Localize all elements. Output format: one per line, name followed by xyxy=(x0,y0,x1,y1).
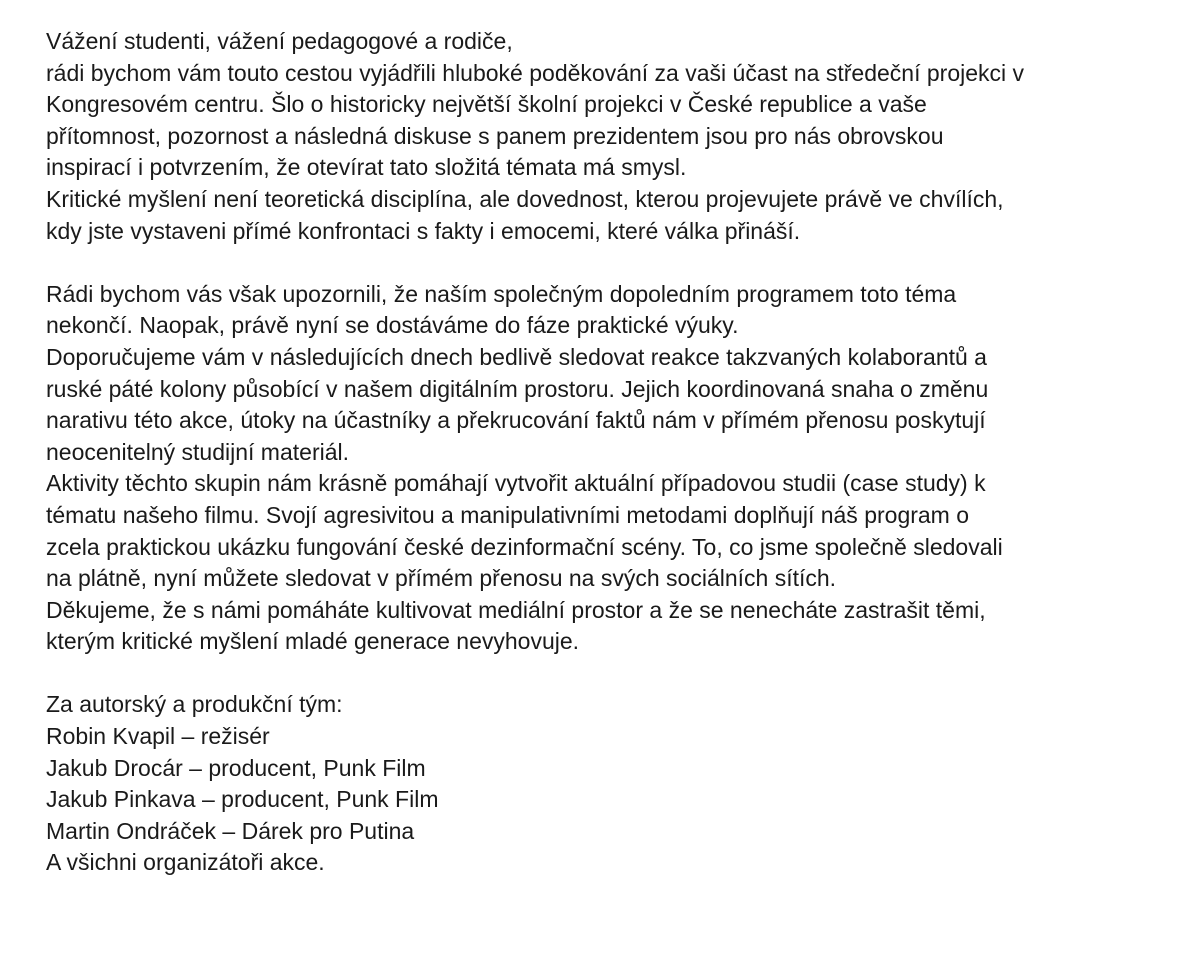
signature-closing: A všichni organizátoři akce. xyxy=(46,849,325,876)
signature-intro: Za autorský a produkční tým: xyxy=(46,691,343,718)
signature-member: Martin Ondráček – Dárek pro Putina xyxy=(46,817,415,844)
paragraph-line: rádi bychom vám touto cestou vyjádřili hluboké poděkování za vaši účast na středeční projekci v xyxy=(46,59,1025,86)
paragraph-line: Aktivity těchto skupin nám krásně pomáhají vytvořit aktuální případovou studii (case study) k xyxy=(46,470,986,497)
paragraph-closing-thanks xyxy=(46,595,1186,658)
signature-member: Jakub Drocár – producent, Punk Film xyxy=(46,754,426,781)
paragraph-line: Kritické myšlení není teoretická disciplína, ale dovednost, kterou projevujete právě ve chvílích, xyxy=(46,185,1004,212)
paragraph-line: přítomnost, pozornost a následná diskuse s panem prezidentem jsou pro nás obrovskou xyxy=(46,122,944,149)
paragraph-line: na plátně, nyní můžete sledovat v přímém přenosu na svých sociálních sítích. xyxy=(46,565,837,592)
paragraph-case-study xyxy=(46,468,1186,594)
letter-document xyxy=(46,26,1186,879)
paragraph-line: narativu této akce, útoky na účastníky a překrucování faktů nám v přímém přenosu poskytují xyxy=(46,407,986,434)
paragraph-line: Rádi bychom vás však upozornili, že naším společným dopoledním programem toto téma xyxy=(46,280,957,307)
paragraph-practical-phase xyxy=(46,279,1186,342)
paragraph-line: neocenitelný studijní materiál. xyxy=(46,438,349,465)
paragraph-line: kdy jste vystaveni přímé konfrontaci s fakty i emocemi, které válka přináší. xyxy=(46,217,801,244)
paragraph-spacer xyxy=(46,247,1186,279)
paragraph-line: nekončí. Naopak, právě nyní se dostáváme do fáze praktické výuky. xyxy=(46,312,739,339)
paragraph-recommendation xyxy=(46,342,1186,468)
paragraph-line: zcela praktickou ukázku fungování české dezinformační scény. To, co jsme společně sledovali xyxy=(46,533,1003,560)
paragraph-line: kterým kritické myšlení mladé generace nevyhovuje. xyxy=(46,628,580,655)
paragraph-line: Kongresovém centru. Šlo o historicky největší školní projekci v České republice a vaše xyxy=(46,91,927,118)
paragraph-spacer xyxy=(46,658,1186,690)
letter-greeting: Vážení studenti, vážení pedagogové a rodiče, xyxy=(46,28,513,54)
paragraph-line: Děkujeme, že s námi pomáháte kultivovat mediální prostor a že se nenecháte zastrašit těmi, xyxy=(46,596,986,623)
paragraph-line: Doporučujeme vám v následujících dnech bedlivě sledovat reakce takzvaných kolaborantů a xyxy=(46,343,987,370)
signature-member: Robin Kvapil – režisér xyxy=(46,723,270,750)
paragraph-line: inspirací i potvrzením, že otevírat tato složitá témata má smysl. xyxy=(46,154,687,181)
paragraph-line: tématu našeho filmu. Svojí agresivitou a manipulativními metodami doplňují náš program o xyxy=(46,501,970,528)
signature-block xyxy=(46,689,1186,879)
paragraph-critical-thinking xyxy=(46,184,1186,247)
paragraph-thanks xyxy=(46,58,1186,184)
signature-member: Jakub Pinkava – producent, Punk Film xyxy=(46,786,439,813)
paragraph-line: ruské páté kolony působící v našem digitálním prostoru. Jejich koordinovaná snaha o změnu xyxy=(46,375,989,402)
